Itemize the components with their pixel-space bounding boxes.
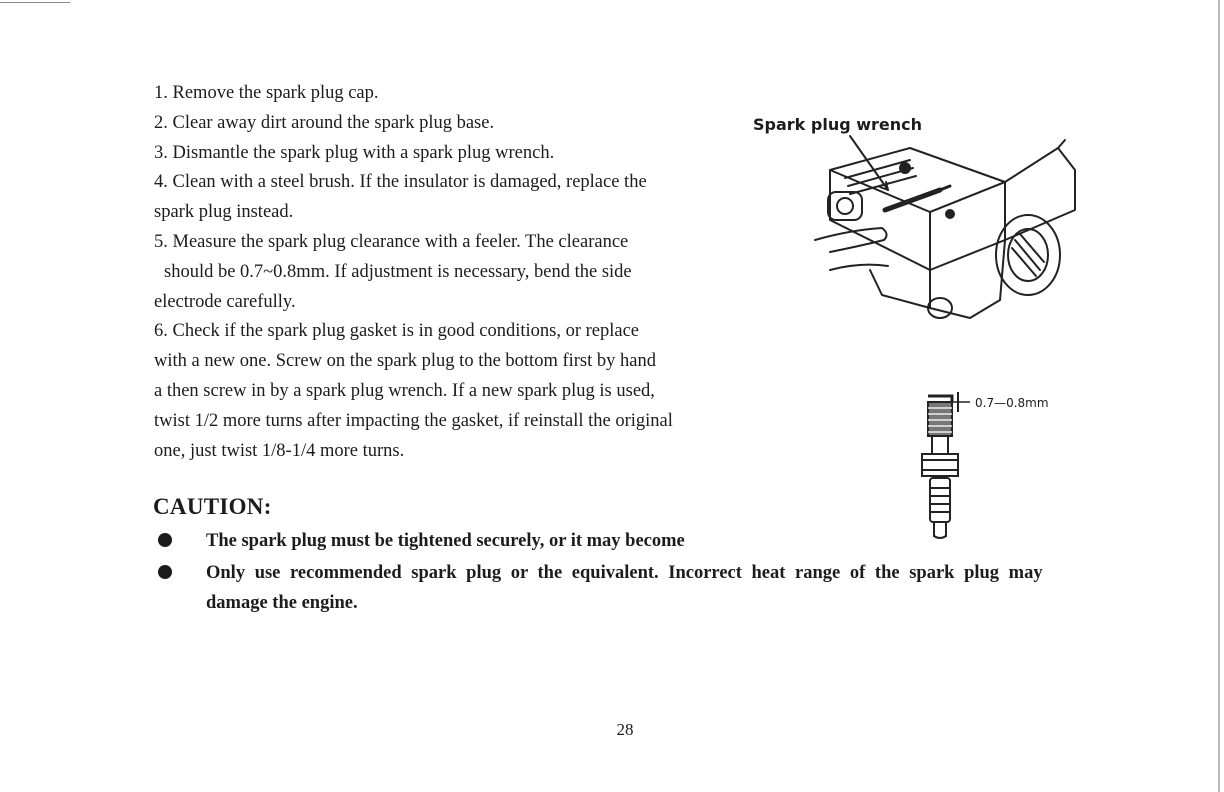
- step-line: spark plug instead.: [154, 202, 294, 223]
- step-line: 1. Remove the spark plug cap.: [154, 83, 379, 103]
- step-line: electrode carefully.: [154, 291, 296, 312]
- step-line: should be 0.7~0.8mm. If adjustment is necessary, bend the side: [164, 261, 632, 282]
- page-edge-line: [1218, 0, 1220, 792]
- step-line: one, just twist 1/8-1/4 more turns.: [154, 440, 405, 461]
- step-line: twist 1/2 more turns after impacting the gasket, if reinstall the original: [154, 410, 673, 431]
- spark-plug-gap-illustration: [910, 388, 970, 548]
- page-edge-line: [0, 2, 70, 3]
- step-line: 2. Clear away dirt around the spark plug base.: [154, 112, 495, 133]
- maintenance-steps: [154, 79, 754, 466]
- bullet-icon: [158, 565, 172, 579]
- step-line: 3. Dismantle the spark plug with a spark plug wrench.: [154, 142, 555, 163]
- step-line: 6. Check if the spark plug gasket is in good conditions, or replace: [154, 321, 640, 342]
- gap-measurement-label: 0.7—0.8mm: [975, 396, 1049, 410]
- page-number: 28: [616, 720, 634, 739]
- caution-text-continued: damage the engine.: [206, 593, 358, 613]
- step-line: a then screw in by a spark plug wrench. If a new spark plug is used,: [154, 380, 655, 401]
- step-line: 4. Clean with a steel brush. If the insulator is damaged, replace the: [154, 172, 647, 193]
- caution-text: The spark plug must be tightened securely, or it may become: [206, 531, 685, 551]
- caution-text: Only use recommended spark plug or the equivalent. Incorrect heat range of the spark plug may: [206, 563, 1043, 583]
- step-line: 5. Measure the spark plug clearance with a feeler. The clearance: [154, 231, 629, 252]
- engine-spark-plug-wrench-illustration: [790, 130, 1090, 330]
- caution-title: CAUTION:: [153, 494, 272, 519]
- wrench-figure-label: Spark plug wrench: [753, 115, 923, 134]
- bullet-icon: [158, 533, 172, 547]
- step-line: with a new one. Screw on the spark plug to the bottom first by hand: [154, 351, 656, 372]
